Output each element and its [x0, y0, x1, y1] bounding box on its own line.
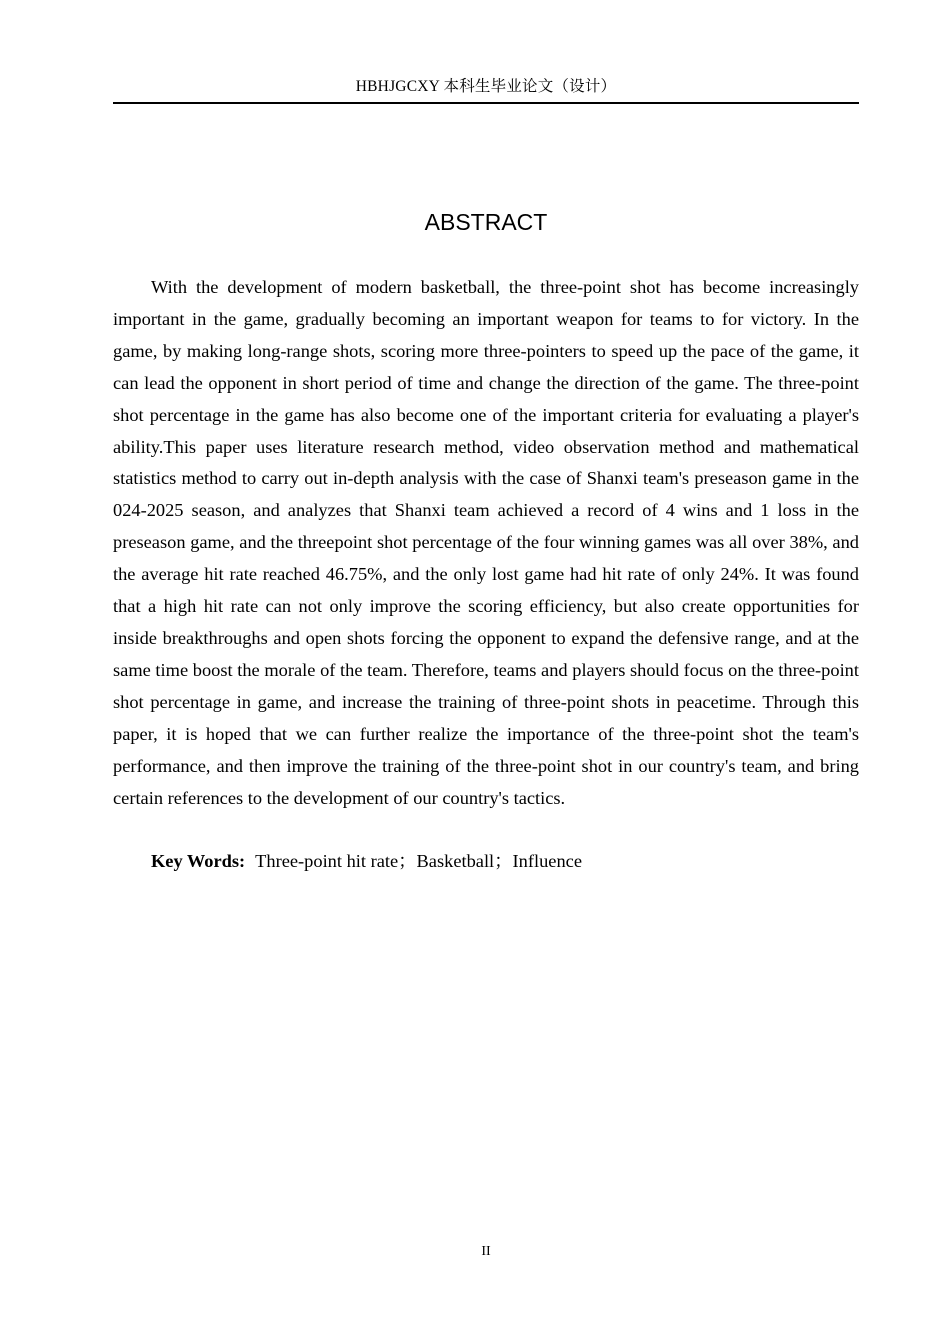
page-number: II — [481, 1244, 491, 1259]
keywords-label: Key Words: — [151, 851, 246, 871]
keywords-line — [113, 846, 859, 878]
abstract-title: ABSTRACT — [424, 209, 548, 235]
keywords-text: Three-point hit rate；Basketball；Influence — [255, 851, 582, 871]
page-header — [113, 76, 859, 104]
abstract-body: With the development of modern basketball, the three-point shot has become increasingly important in the game, gradually becoming an important weapon for teams to for victory. In the game, by making long-range shots, scoring more three-pointers to speed up the pace of the game, it can lead the opponent in short period of time and change the direction of the game. The three-point shot percentage in the game has also become one of the important criteria for evaluating a player's ability.This paper uses literature research method, video observation method and mathematical statistics method to carry out in-depth analysis with the case of Shanxi team's preseason game in the 024-2025 season, and analyzes that Shanxi team achieved a record of 4 wins and 1 loss in the preseason game, and the threepoint shot percentage of the four winning games was all over 38%, and the average hit rate reached 46.75%, and the only lost game had hit rate of only 24%. It was found that a high hit rate can not only improve the scoring efficiency, but also create opportunities for inside breakthroughs and open shots forcing the opponent to expand the defensive range, and at the same time boost the morale of the team. Therefore, teams and players should focus on the three-point shot percentage in game, and increase the training of three-point shots in peacetime. Through this paper, it is hoped that we can further realize the importance of the three-point shot the team's performance, and then improve the training of the three-point shot in our country's team, and bring certain references to the development of our country's tactics. — [113, 277, 859, 808]
header-text: HBHJGCXY 本科生毕业论文（设计） — [355, 78, 617, 95]
